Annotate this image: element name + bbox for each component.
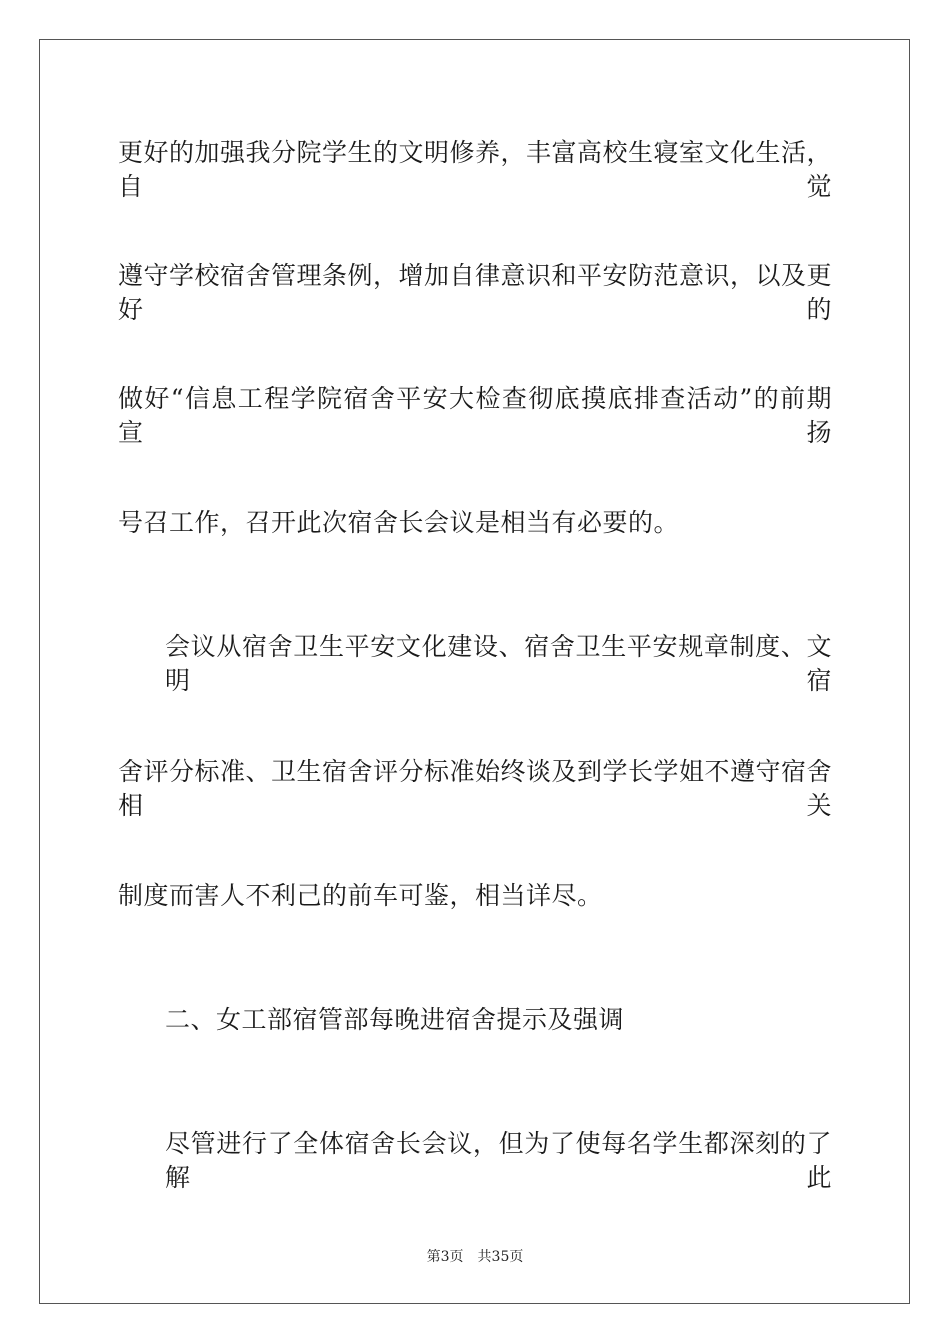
paragraph-line: 舍评分标准、卫生宿舍评分标准始终谈及到学长学姐不遵守宿舍相关 bbox=[118, 757, 833, 820]
page-total: 共35页 bbox=[477, 1249, 524, 1265]
section-heading: 二、女工部宿管部每晚进宿舍提示及强调 bbox=[165, 1005, 625, 1034]
paragraph-line: 号召工作，召开此次宿舍长会议是相当有必要的。 bbox=[118, 508, 680, 537]
page-number: 第3页 bbox=[426, 1249, 464, 1265]
paragraph-line: 做好“信息工程学院宿舍平安大检查彻底摸底排查活动”的前期宣扬 bbox=[118, 384, 832, 447]
paragraph-line: 更好的加强我分院学生的文明修养，丰富高校生寝室文化生活，自觉 bbox=[118, 138, 833, 201]
paragraph-line: 尽管进行了全体宿舍长会议，但为了使每名学生都深刻的了解此 bbox=[165, 1129, 832, 1192]
paragraph-line: 遵守学校宿舍管理条例，增加自律意识和平安防范意识，以及更好的 bbox=[118, 261, 833, 324]
page-footer bbox=[0, 1248, 950, 1266]
paragraph-line: 会议从宿舍卫生平安文化建设、宿舍卫生平安规章制度、文明宿 bbox=[165, 632, 832, 695]
paragraph-line: 制度而害人不利己的前车可鉴，相当详尽。 bbox=[118, 881, 603, 910]
